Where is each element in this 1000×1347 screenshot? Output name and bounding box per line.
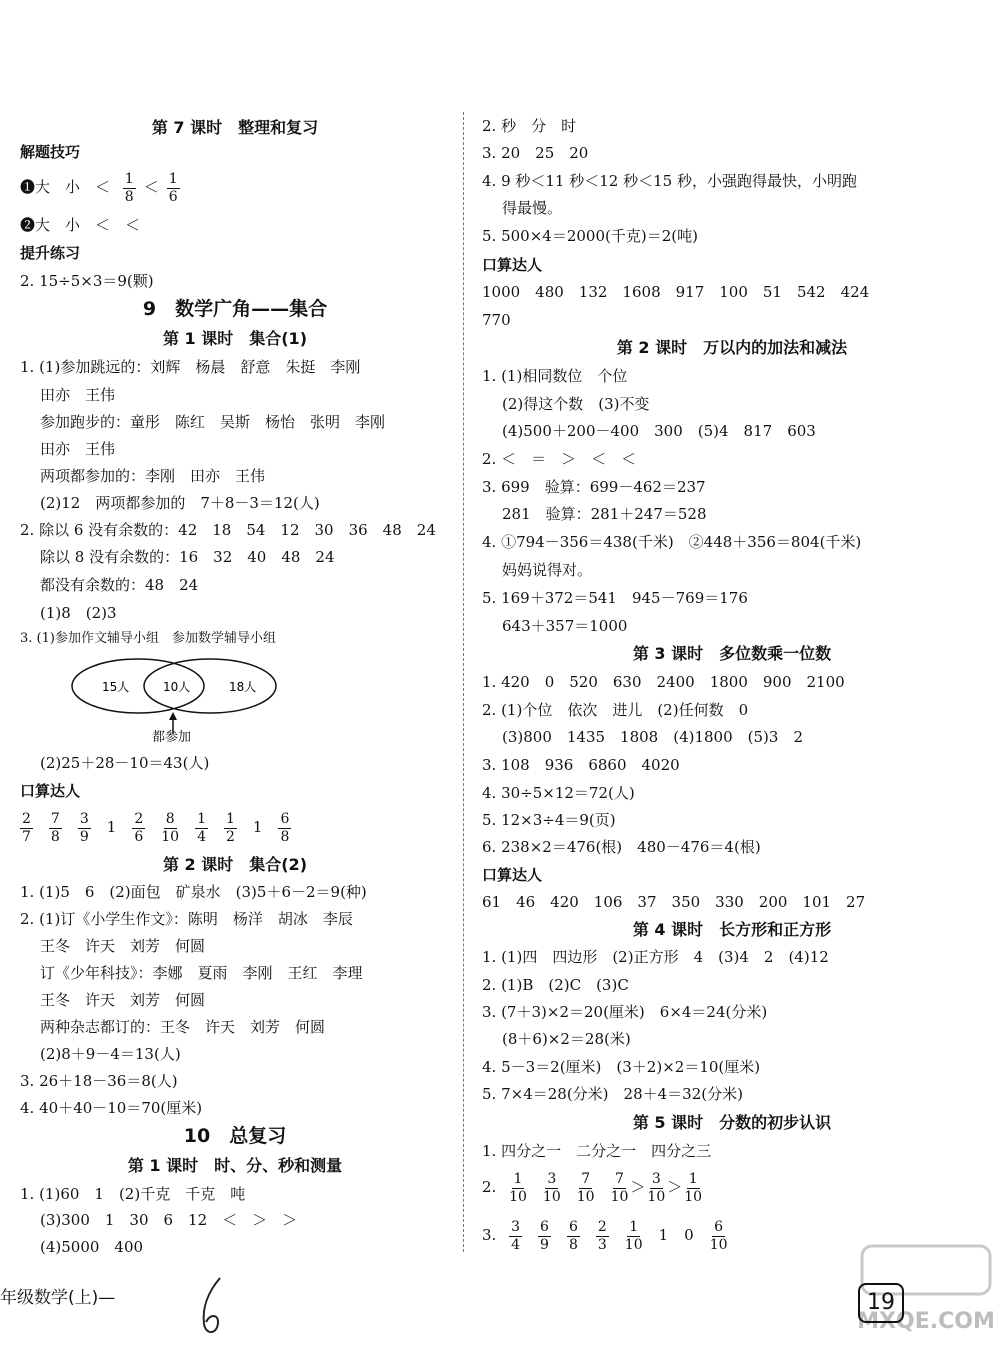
- answer-line: 王冬 许天 刘芳 何圆: [40, 937, 206, 955]
- answer-line: 3. 699 验算：699－462＝237: [482, 478, 706, 496]
- numerator: 2: [22, 810, 31, 827]
- venn-label: 都参加: [152, 730, 192, 745]
- answer-line: 2. (1)B (2)C (3)C: [482, 976, 629, 994]
- section-title: 第 1 课时 时、分、秒和测量: [127, 1156, 343, 1175]
- fraction: [538, 1219, 551, 1254]
- whole-number: 1: [252, 818, 263, 836]
- fraction: [195, 811, 208, 846]
- answer-line: 两项都参加的：李刚 田亦 王伟: [40, 467, 266, 485]
- fraction: [509, 1171, 527, 1206]
- subsection-label: 解题技巧: [20, 143, 81, 161]
- subsection-label: 口算达人: [20, 782, 81, 800]
- answer-line: 都没有余数的：48 24: [40, 576, 199, 594]
- numerator: 1: [513, 1170, 523, 1187]
- fraction: [161, 811, 179, 846]
- numerator: 1: [168, 170, 178, 187]
- denominator: 10: [647, 1188, 666, 1205]
- compare-sign: ＞: [630, 1178, 646, 1196]
- answer-line: ❷大 小 ＜ ＜: [20, 216, 141, 234]
- answer-line: 4. 5－3＝2(厘米) (3＋2)×2＝10(厘米): [482, 1058, 761, 1076]
- answer-text: ❶大 小 ＜: [20, 178, 111, 196]
- answer-line: 3. (7＋3)×2＝20(厘米) 6×4＝24(分米): [482, 1003, 768, 1021]
- compare-sign: ＞: [667, 1178, 683, 1196]
- answer-line: 除以 8 没有余数的：16 32 40 48 24: [40, 548, 335, 566]
- whole-number: 0: [684, 1226, 694, 1244]
- numerator: 1: [629, 1218, 639, 1235]
- answer-line: 3. (1)参加作文辅导小组 参加数学辅导小组: [20, 631, 276, 646]
- denominator: 4: [511, 1236, 521, 1253]
- site-watermark: [818, 1240, 1000, 1340]
- fraction: [596, 1219, 609, 1254]
- answer-line: 田亦 王伟: [40, 386, 116, 404]
- fraction: [224, 811, 237, 846]
- venn-right-value: 18人: [229, 680, 257, 694]
- answer-line: 770: [482, 311, 511, 329]
- chapter-title: 9 数学广角——集合: [142, 298, 328, 320]
- numerator: 2: [597, 1218, 607, 1235]
- answer-line: 5. 7×4＝28(分米) 28＋4＝32(分米): [482, 1085, 743, 1103]
- numerator: 3: [511, 1218, 521, 1235]
- denominator: 6: [168, 188, 178, 205]
- denominator: 7: [22, 828, 31, 845]
- answer-line: 3. 20 25 20: [482, 144, 589, 162]
- answer-line: (4)500＋200－400 300 (5)4 817 603: [502, 422, 816, 440]
- answer-line: 得最慢。: [502, 199, 563, 217]
- numerator: 1: [225, 810, 235, 827]
- section-title: 第 5 课时 分数的初步认识: [632, 1113, 832, 1132]
- subsection-label: 口算达人: [482, 256, 543, 274]
- fraction: [611, 1171, 629, 1206]
- denominator: 8: [50, 828, 60, 845]
- whole-number: 1: [106, 818, 117, 836]
- section-title: 第 7 课时 整理和复习: [151, 118, 319, 137]
- section-title: 第 2 课时 万以内的加法和减法: [616, 338, 848, 357]
- compare-sign: ＜: [143, 178, 159, 196]
- fraction-row: [12, 807, 299, 847]
- answer-line: 妈妈说得对。: [502, 561, 593, 579]
- answer-line: (3)300 1 30 6 12 ＜ ＞ ＞: [40, 1211, 298, 1229]
- answer-line: 2. 除以 6 没有余数的：42 18 54 12 30 36 48 24: [20, 521, 436, 539]
- fraction: [577, 1171, 595, 1206]
- numerator: 2: [134, 810, 144, 827]
- answer-line: (2)8＋9－4＝13(人): [40, 1045, 181, 1063]
- answer-line: 3. 26＋18－36＝8(人): [20, 1072, 178, 1090]
- watermark-text: MXQE.COM: [857, 1309, 995, 1334]
- section-title: 第 2 课时 集合(2): [162, 855, 308, 874]
- numerator: 1: [197, 810, 206, 827]
- denominator: 10: [161, 828, 180, 845]
- answer-line: 参加跑步的：童彤 陈红 吴斯 杨怡 张明 李刚: [40, 413, 386, 431]
- section-title: 第 4 课时 长方形和正方形: [632, 920, 832, 939]
- answer-line: 2. 秒 分 时: [482, 117, 577, 135]
- denominator: 10: [684, 1188, 703, 1205]
- venn-arrow-head: [169, 712, 177, 720]
- numerator: 6: [540, 1218, 549, 1235]
- denominator: 10: [610, 1188, 629, 1205]
- answer-line: (4)5000 400: [40, 1238, 144, 1256]
- subsection-label: 口算达人: [482, 866, 543, 884]
- fraction: [123, 171, 136, 206]
- numerator: 3: [79, 810, 89, 827]
- fraction: [509, 1219, 522, 1254]
- item-number: 3.: [482, 1226, 497, 1244]
- numerator: 6: [568, 1218, 578, 1235]
- fraction: [20, 811, 33, 846]
- fraction: [684, 1171, 702, 1206]
- fraction: [167, 171, 180, 206]
- fraction: [625, 1219, 643, 1254]
- denominator: 9: [540, 1236, 549, 1253]
- numerator: 6: [280, 810, 290, 827]
- fraction: [710, 1219, 728, 1254]
- answer-line: 订《少年科技》：李娜 夏雨 李刚 王红 李理: [40, 964, 363, 982]
- answer-line: 1. 四分之一 二分之一 四分之三: [482, 1142, 712, 1160]
- answer-line: 4. 30÷5×12＝72(人): [482, 784, 635, 802]
- denominator: 10: [509, 1188, 527, 1205]
- denominator: 10: [576, 1188, 595, 1205]
- answer-line: 281 验算：281＋247＝528: [502, 505, 707, 523]
- denominator: 10: [542, 1188, 561, 1205]
- fraction: [543, 1171, 561, 1206]
- answer-line: 3. 108 936 6860 4020: [482, 756, 680, 774]
- denominator: 4: [197, 828, 206, 845]
- answer-line: 2. 15÷5×3＝9(颗): [20, 272, 154, 290]
- answer-line: 2. ＜ ＝ ＞ ＜ ＜: [482, 450, 637, 468]
- numerator: 1: [688, 1170, 698, 1187]
- answer-line: (3)800 1435 1808 (4)1800 (5)3 2: [502, 728, 803, 746]
- fraction: [78, 811, 91, 846]
- fraction: [49, 811, 62, 846]
- numerator: 7: [615, 1170, 624, 1187]
- column-divider: [463, 112, 464, 1252]
- fraction: [132, 811, 145, 846]
- answer-line: 4. ①794－356＝438(千米) ②448＋356＝804(千米): [482, 533, 862, 551]
- answer-line: (1)8 (2)3: [40, 604, 117, 622]
- answer-line: (2)25＋28－10＝43(人): [40, 754, 210, 772]
- item-number: 2.: [482, 1178, 497, 1196]
- answer-line: 王冬 许天 刘芳 何圆: [40, 991, 206, 1009]
- numerator: 3: [547, 1170, 557, 1187]
- denominator: 6: [134, 828, 144, 845]
- answer-line: 1. 420 0 520 630 2400 1800 900 2100: [482, 673, 845, 691]
- page-number: 19: [858, 1283, 904, 1323]
- answer-line: 61 46 420 106 37 350 330 200 101 27: [482, 893, 866, 911]
- venn-left-value: 15人: [102, 680, 130, 694]
- section-title: 第 1 课时 集合(1): [162, 329, 308, 348]
- fraction: [567, 1219, 580, 1254]
- chapter-title: 10 总复习: [183, 1125, 287, 1147]
- whole-number: 1: [658, 1226, 669, 1244]
- answer-line: 5. 169＋372＝541 945－769＝176: [482, 589, 748, 607]
- denominator: 10: [624, 1236, 643, 1253]
- numerator: 7: [50, 810, 60, 827]
- book-title-footer: 年级数学(上)—: [0, 1288, 116, 1308]
- denominator: 2: [225, 828, 235, 845]
- answer-line: 1. (1)参加跳远的：刘辉 杨晨 舒意 朱挺 李刚: [20, 358, 361, 376]
- numerator: 3: [651, 1170, 661, 1187]
- answer-line: 两种杂志都订的：王冬 许天 刘芳 何圆: [40, 1018, 326, 1036]
- venn-overlap-value: 10人: [163, 680, 191, 694]
- denominator: 8: [124, 188, 134, 205]
- section-title: 第 3 课时 多位数乘一位数: [632, 644, 832, 663]
- answer-line: 643＋357＝1000: [502, 617, 628, 635]
- fraction-row: [482, 1215, 736, 1255]
- answer-line: 1. (1)60 1 (2)千克 千克 吨: [20, 1185, 246, 1203]
- answer-line: (2)得这个数 (3)不变: [502, 395, 650, 413]
- answer-line: (8＋6)×2＝28(米): [502, 1030, 631, 1048]
- answer-line: 1. (1)相同数位 个位: [482, 367, 628, 385]
- answer-line: 2. (1)个位 依次 进儿 (2)任何数 0: [482, 701, 749, 719]
- denominator: 10: [709, 1236, 728, 1253]
- answer-line: 1. (1)5 6 (2)面包 矿泉水 (3)5＋6－2＝9(种): [20, 883, 367, 901]
- numerator: 8: [165, 810, 175, 827]
- answer-line: 1000 480 132 1608 917 100 51 542 424: [482, 283, 870, 301]
- answer-line: 4. 40＋40－10＝70(厘米): [20, 1099, 203, 1117]
- answer-line: (2)12 两项都参加的 7＋8－3＝12(人): [40, 494, 320, 512]
- numerator: 7: [581, 1170, 591, 1187]
- answer-line: 4. 9 秒＜11 秒＜12 秒＜15 秒，小强跑得最快，小明跑: [482, 172, 857, 190]
- denominator: 8: [568, 1236, 578, 1253]
- denominator: 9: [79, 828, 89, 845]
- fraction: [647, 1171, 665, 1206]
- answer-line: 1. (1)四 四边形 (2)正方形 4 (3)4 2 (4)12: [482, 948, 829, 966]
- answer-line: 田亦 王伟: [40, 440, 116, 458]
- answer-line: 6. 238×2＝476(根) 480－476＝4(根): [482, 838, 761, 856]
- numerator: 6: [714, 1218, 724, 1235]
- denominator: 8: [280, 828, 290, 845]
- numerator: 1: [124, 170, 134, 187]
- fraction: [278, 811, 291, 846]
- answer-line: 5. 12×3÷4＝9(页): [482, 811, 616, 829]
- answer-line: 5. 500×4＝2000(千克)＝2(吨): [482, 227, 698, 245]
- answer-line: [20, 167, 188, 207]
- denominator: 3: [597, 1236, 607, 1253]
- fraction-row: [482, 1167, 710, 1207]
- answer-line: 2. (1)订《小学生作文》：陈明 杨洋 胡冰 李辰: [20, 910, 353, 928]
- subsection-label: 提升练习: [20, 244, 81, 262]
- handwritten-mark: [196, 1274, 226, 1340]
